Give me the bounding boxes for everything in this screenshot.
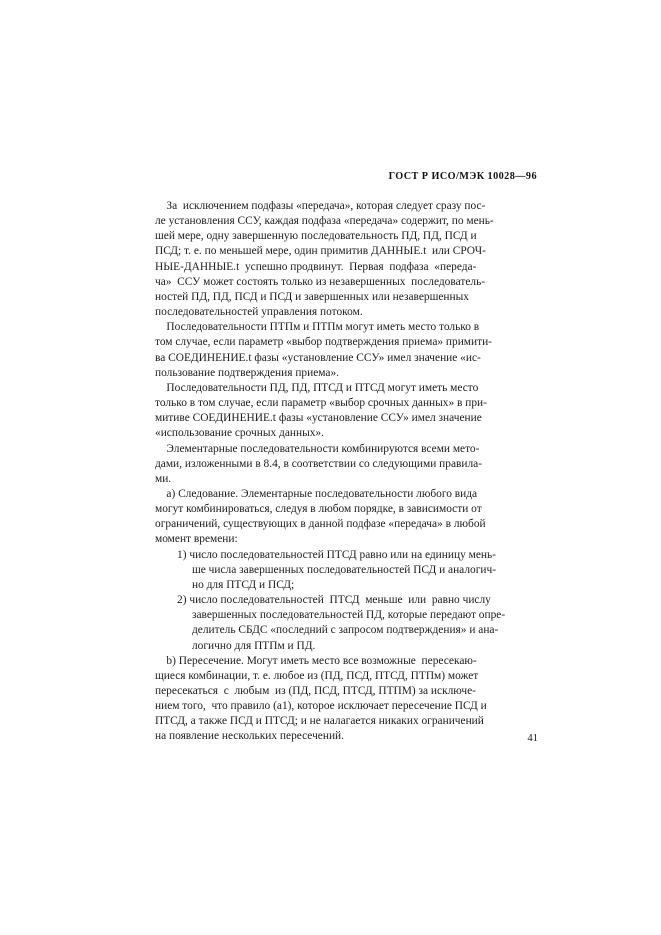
text-line: пересекаться с любым из (ПД, ПСД, ПТСД, ПТПМ) за исключе- xyxy=(155,685,476,697)
body-text-column xyxy=(155,199,538,745)
text-line: ПТСД, а также ПСД и ПТСД; и не налагается никаких ограничений xyxy=(155,715,484,728)
list-item xyxy=(177,548,538,593)
paragraph xyxy=(155,442,538,487)
paragraph xyxy=(155,654,538,745)
page-number: 41 xyxy=(527,733,538,744)
text-line: пользование подтверждения приема». xyxy=(155,366,339,379)
text-line: НЫЕ-ДАННЫЕ.t успешно продвинут. Первая подфаза «переда- xyxy=(155,260,477,273)
text-line: щиеся комбинации, т. е. любое из (ПД, ПСД, ПТСД, ПТПм) может xyxy=(155,669,479,682)
text-line: шей мере, одну завершенную последовательность ПД, ПД, ПСД и xyxy=(155,230,477,243)
text-line: 1) число последовательностей ПТСД равно или на единицу мень- xyxy=(177,548,496,561)
text-line: За исключением подфазы «передача», которая следует сразу пос- xyxy=(155,200,486,212)
text-line: ностей ПД, ПД, ПСД и ПСД и завершенных или незавершенных xyxy=(155,290,469,303)
text-line: но для ПТСД и ПСД; xyxy=(192,578,295,591)
paragraph xyxy=(155,487,538,548)
text-line: нием того, что правило (a1), которое исключает пересечение ПСД и xyxy=(155,700,487,713)
text-line: могут комбинироваться, следуя в любом порядке, в зависимости от xyxy=(155,503,482,516)
paragraph xyxy=(155,320,538,381)
text-line: ле установления ССУ, каждая подфаза «передача» содержит, по мень- xyxy=(155,215,494,228)
text-line: 2) число последовательностей ПТСД меньше или равно числу xyxy=(177,594,491,607)
text-line: митиве СОЕДИНЕНИЕ.t фазы «установление ССУ» имел значение xyxy=(155,412,482,425)
text-line: Последовательности ПТПм и ПТПм могут иметь место только в xyxy=(155,321,480,334)
text-line: логично для ПТПм и ПД. xyxy=(192,639,316,652)
text-line: завершенных последовательностей ПД, которые передают опре- xyxy=(192,609,506,622)
text-line: Элементарные последовательности комбинируются всеми мето- xyxy=(155,442,480,455)
text-line: только в том случае, если параметр «выбор срочных данных» в при- xyxy=(155,397,487,410)
text-line: ограничений, существующих в данной подфазе «передача» в любой xyxy=(155,518,486,531)
text-line: ча» ССУ может состоять только из незавершенных последователь- xyxy=(155,275,486,288)
text-line: ше числа завершенных последовательностей ПСД и аналогич- xyxy=(192,563,496,576)
text-line: том случае, если параметр «выбор подтверждения приема» примити- xyxy=(155,336,492,349)
text-line: Последовательности ПД, ПД, ПТСД и ПТСД могут иметь место xyxy=(155,381,479,394)
paragraph xyxy=(155,381,538,442)
list-item xyxy=(177,593,538,654)
text-line: ва СОЕДИНЕНИЕ.t фазы «установление ССУ» имел значение «ис- xyxy=(155,351,481,364)
text-line: момент времени: xyxy=(155,533,238,546)
text-line: ПСД; т. е. по меньшей мере, один примитив ДАННЫЕ.t или СРОЧ- xyxy=(155,245,486,258)
text-line: на появление нескольких пересечений. xyxy=(155,730,344,743)
text-line: «использование срочных данных». xyxy=(155,427,324,440)
paragraph xyxy=(155,199,538,320)
text-line: ми. xyxy=(155,472,172,485)
text-line: последовательностей управления потоком. xyxy=(155,306,363,319)
running-head: ГОСТ Р ИСО/МЭК 10028—96 xyxy=(388,171,537,182)
text-line: дами, изложенными в 8.4, в соответствии со следующими правила- xyxy=(155,457,483,470)
text-line: b) Пересечение. Могут иметь место все возможные пересекаю- xyxy=(155,654,477,667)
text-line: делитель СБДС «последний с запросом подтверждения» и ана- xyxy=(192,624,499,637)
text-line: a) Следование. Элементарные последовательности любого вида xyxy=(155,487,478,500)
